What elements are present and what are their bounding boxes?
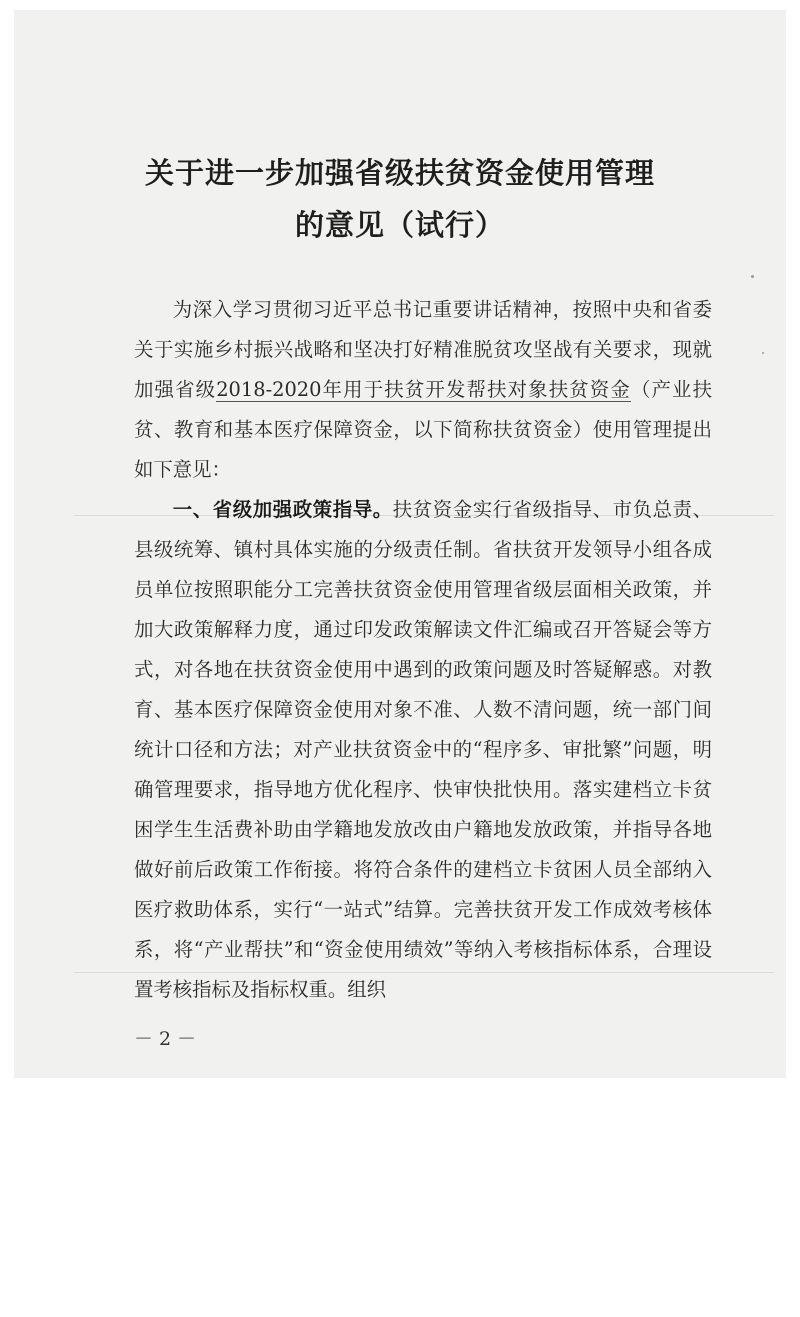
scan-speck: [762, 352, 764, 354]
scan-speck: [751, 275, 754, 278]
document-title-line2: 的意见（试行）: [294, 208, 505, 242]
section1-text: 扶贫资金实行省级指导、市负总责、县级统筹、镇村具体实施的分级责任制。省扶贫开发领导小组各成员单位按照职能分工完善扶贫资金使用管理省级层面相关政策，并加大政策解释力度，通过印发政策解读文件汇编或召开答疑会等方式，对各地在扶贫资金使用中遇到的政策问题及时答疑解惑。对教育、基本医疗保障资金使用对象不准、人数不清问题，统一部门间统计口径和方法；对产业扶贫资金中的“程序多、审批繁”问题，明确管理要求，指导地方优化程序、快审快批快用。落实建档立卡贫困学生生活费补助由学籍地发放改由户籍地发放政策，并指导各地做好前后政策工作衔接。将符合条件的建档立卡贫困人员全部纳入医疗救助体系，实行“一站式”结算。完善扶贫开发工作成效考核体系，将“产业帮扶”和“资金使用绩效”等纳入考核指标体系，合理设置考核指标及指标权重。组织: [134, 498, 713, 1001]
section1-heading: 一、省级加强政策指导。: [172, 498, 393, 521]
page-number: － 2 －: [134, 1028, 197, 1050]
document-body: [134, 290, 712, 1010]
document-title-line1: 关于进一步加强省级扶贫资金使用管理: [144, 156, 655, 190]
intro-text-part1: 为深入学习贯彻习近平总书记重要讲话精神，按照中央和省委关于实施乡村振兴战略和坚决打好精准脱贫攻坚战有关要求，现就加强省级: [134, 298, 712, 401]
intro-text-part2: （产业扶贫、教育和基本医疗保障资金，以下简称扶贫资金）使用管理提出如下意见：: [134, 378, 713, 481]
section1-paragraph: [134, 490, 712, 1010]
intro-paragraph: [134, 290, 712, 490]
intro-underlined-text: 2018-2020年用于扶贫开发帮扶对象扶贫资金: [216, 378, 631, 401]
scanned-page: [14, 10, 786, 1078]
